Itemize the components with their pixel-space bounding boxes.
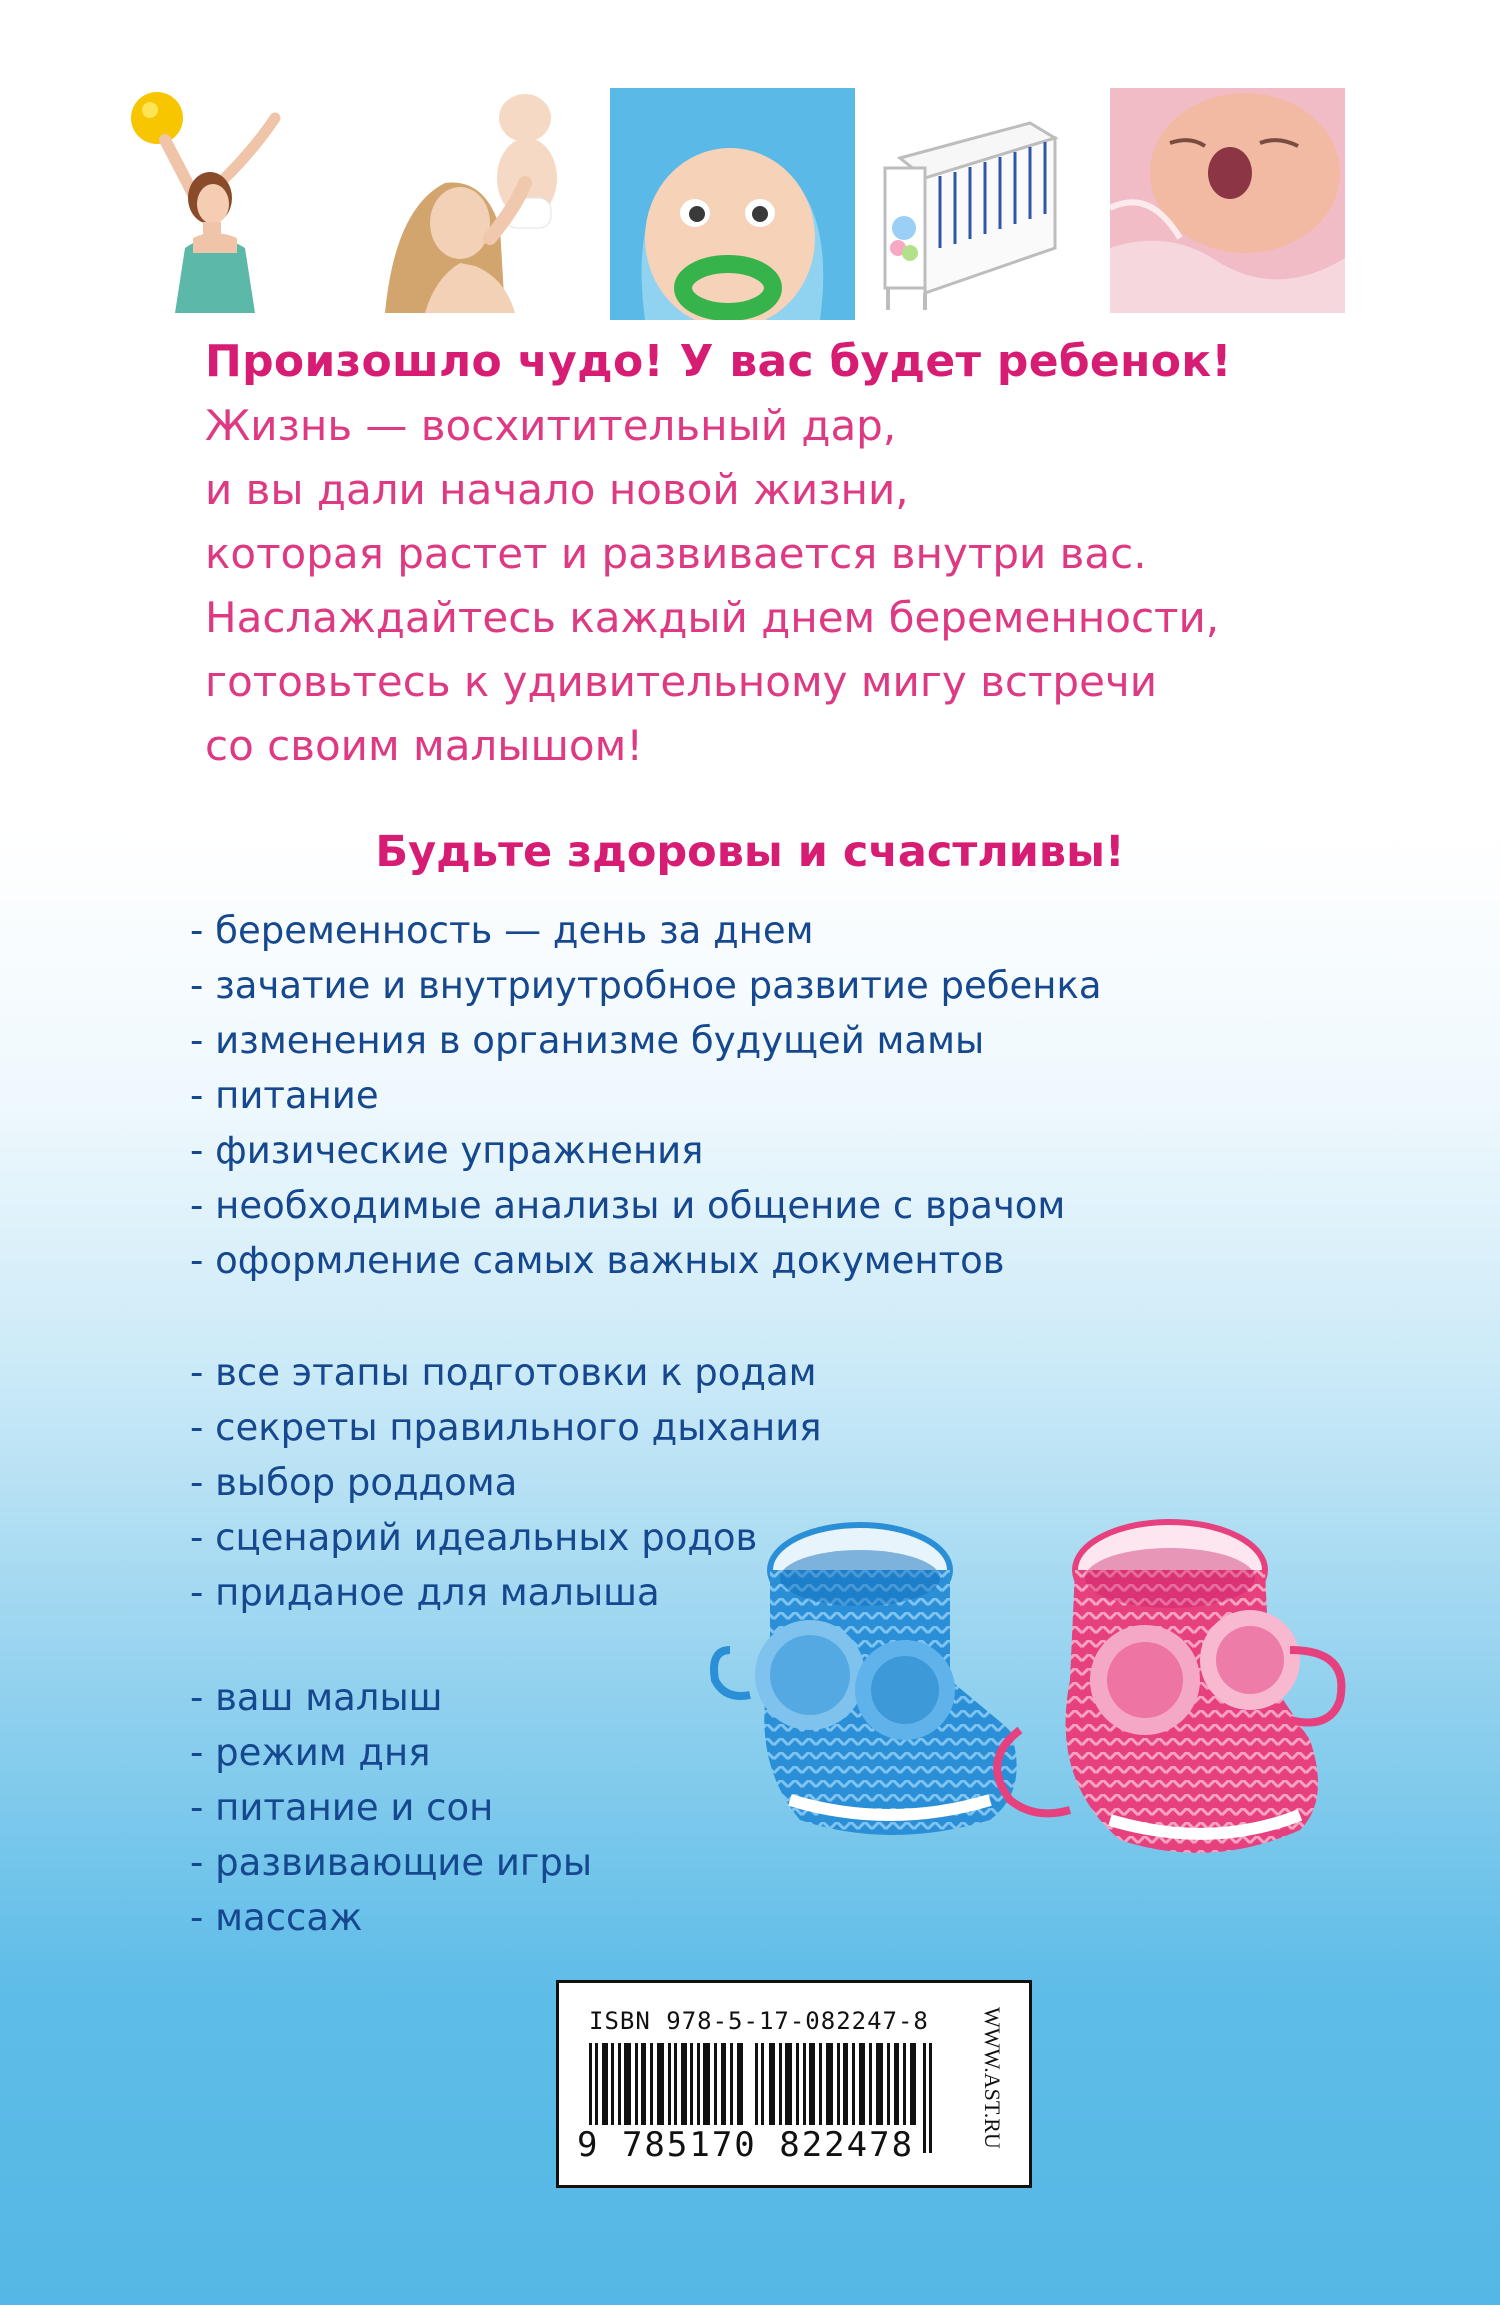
barcode-digits: 9 785170 822478 (573, 2125, 918, 2165)
list-item: - изменения в организме будущей мамы (190, 1013, 1102, 1068)
list-item: - питание (190, 1068, 1102, 1123)
list-item: - секреты правильного дыхания (190, 1400, 822, 1455)
list-item: - ваш малыш (190, 1670, 592, 1725)
photo-mother-baby (365, 88, 595, 313)
list-item: - оформление самых важных документов (190, 1233, 1102, 1288)
topics-list-pregnancy (190, 903, 1102, 1288)
intro-line: Наслаждайтесь каждый днем беременности, (205, 593, 1220, 642)
intro-line: которая растет и развивается внутри вас. (205, 529, 1147, 578)
intro-line: и вы дали начало новой жизни, (205, 465, 909, 514)
isbn-label: ISBN 978-5-17-082247-8 (589, 2007, 929, 2035)
list-item: - необходимые анализы и общение с врачом (190, 1178, 1102, 1233)
photo-crib (880, 98, 1070, 313)
list-item: - приданое для малыша (190, 1565, 822, 1620)
publisher-website-text: WWW.AST.RU (980, 2007, 1005, 2149)
intro-block (205, 330, 1465, 778)
list-item: - зачатие и внутриутробное развитие ребенка (190, 958, 1102, 1013)
intro-line: Жизнь — восхитительный дар, (205, 401, 897, 450)
photo-baby-teether (610, 88, 855, 320)
list-item: - все этапы подготовки к родам (190, 1345, 822, 1400)
publisher-website (967, 2001, 1017, 2171)
photo-newborn-yawn (1110, 88, 1345, 313)
list-item: - массаж (190, 1890, 592, 1945)
list-item: - развивающие игры (190, 1835, 592, 1890)
list-item: - выбор роддома (190, 1455, 822, 1510)
list-item: - режим дня (190, 1725, 592, 1780)
headline: Произошло чудо! У вас будет ребенок! (205, 336, 1232, 387)
intro-line: готовьтесь к удивительному мигу встречи (205, 657, 1158, 706)
list-item: - питание и сон (190, 1780, 592, 1835)
motto: Будьте здоровы и счастливы! (375, 827, 1125, 877)
barcode-box (556, 1980, 1032, 2188)
list-item: - беременность — день за днем (190, 903, 1102, 958)
photo-woman-exercise (115, 88, 305, 313)
booties-illustration (690, 1500, 1390, 1924)
list-item: - сценарий идеальных родов (190, 1510, 822, 1565)
topics-list-baby (190, 1670, 592, 1945)
intro-line: со своим малышом! (205, 721, 644, 770)
list-item: - физические упражнения (190, 1123, 1102, 1178)
photo-row (0, 88, 1500, 318)
